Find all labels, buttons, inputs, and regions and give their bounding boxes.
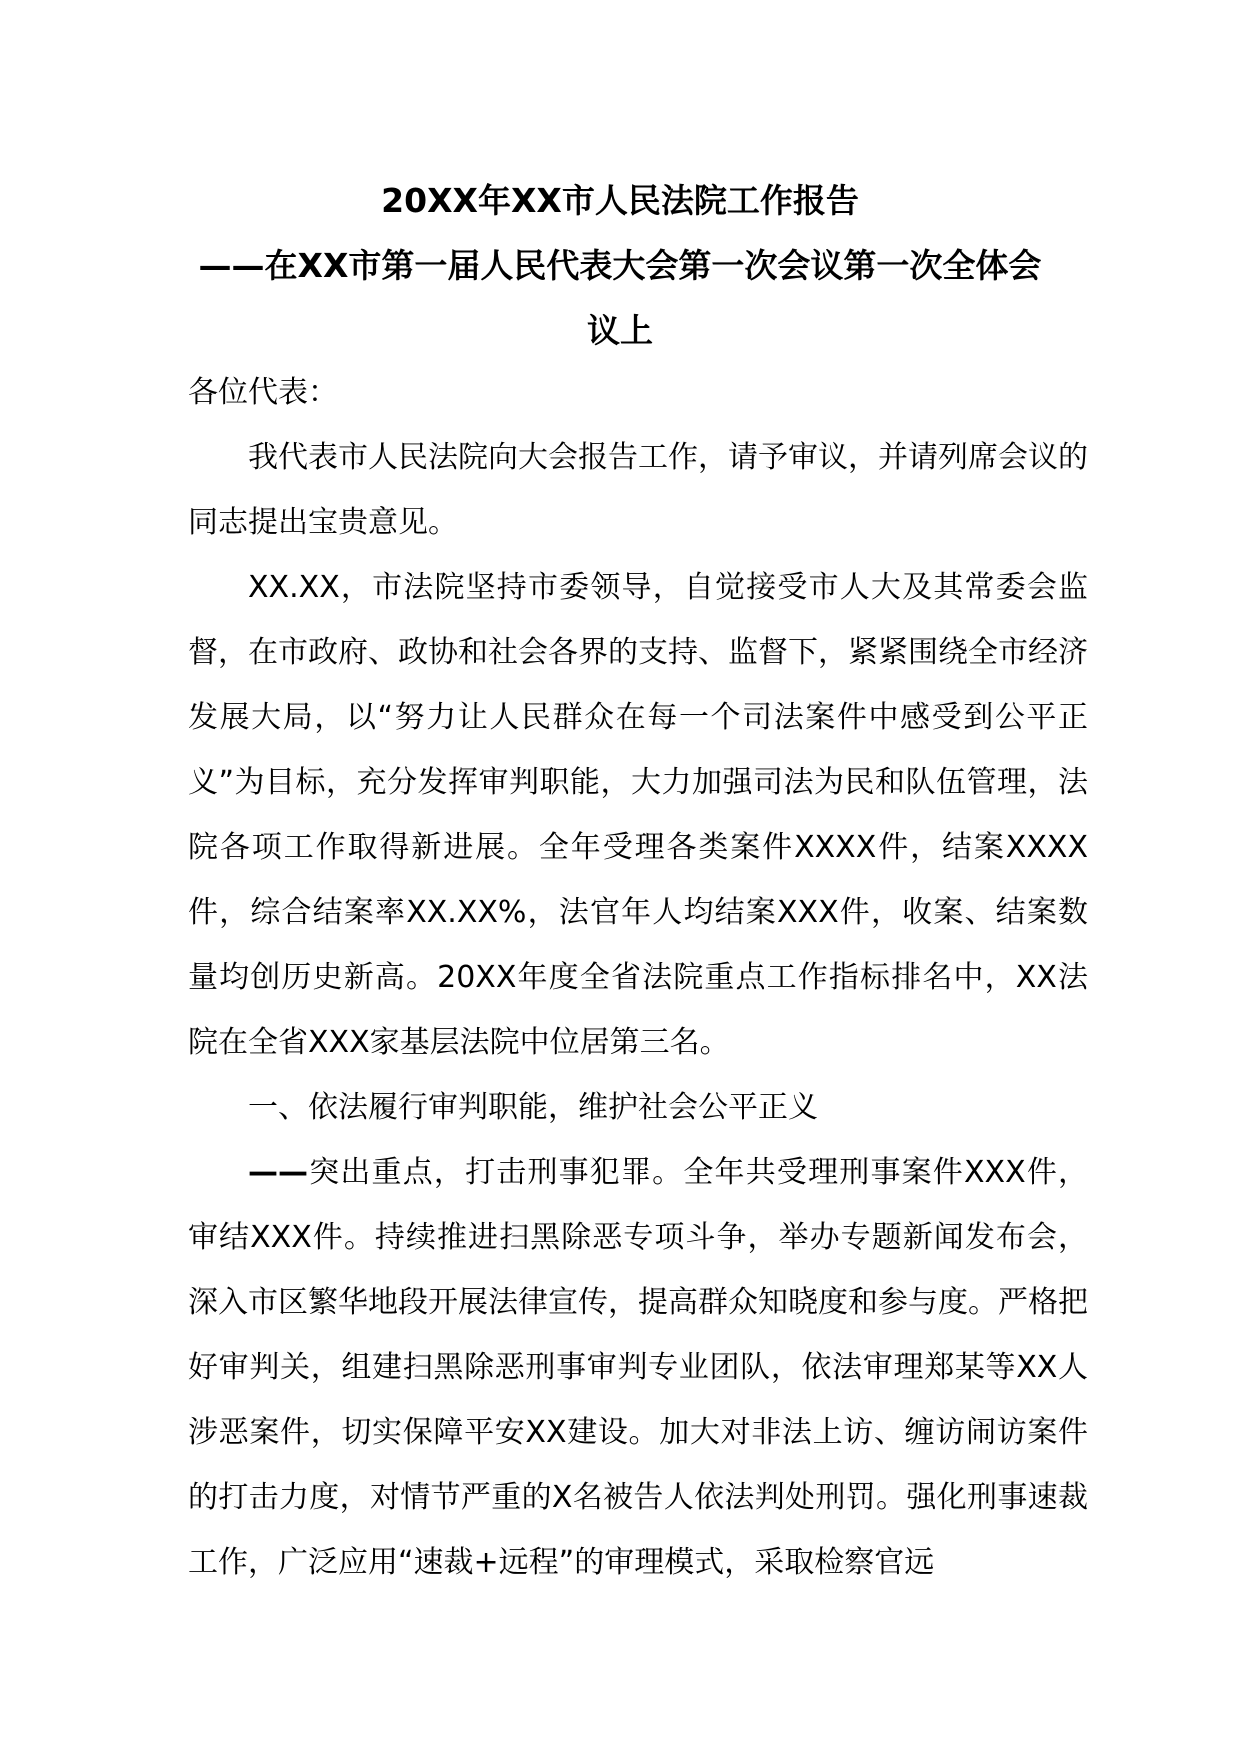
- document-subtitle-line1: ——在XX市第一届人民代表大会第一次会议第一次全体会: [198, 246, 1042, 285]
- document-title: 20XX年XX市人民法院工作报告: [381, 181, 859, 220]
- paragraph-criminal-text: 突出重点，打击刑事犯罪。全年共受理刑事案件XXX件，审结XXX件。持续推进扫黑除恶专项斗争，举办专题新闻发布会，深入市区繁华地段开展法律宣传，提高群众知晓度和参与度。严格把好审判关，组建扫黑除恶刑事审判专业团队，依法审理郑某等XX人涉恶案件，切实保障平安XX建设。加大对非法上访、缠访闹访案件的打击力度，对情节严重的X名被告人依法判处刑罚。强化刑事速裁工作，广泛应用“速裁+远程”的审理模式，采取检察官远: [188, 1155, 1088, 1580]
- document-subtitle-line2: 议上: [587, 311, 653, 350]
- paragraph-intro: 我代表市人民法院向大会报告工作，请予审议，并请列席会议的同志提出宝贵意见。: [188, 440, 1088, 540]
- document-body: [188, 360, 1088, 1595]
- paragraph-criminal: [188, 1140, 1088, 1595]
- title-block: [170, 168, 1070, 363]
- salutation: 各位代表：: [188, 375, 338, 410]
- paragraph-summary: XX.XX，市法院坚持市委领导，自觉接受市人大及其常委会监督，在市政府、政协和社会各界的支持、监督下，紧紧围绕全市经济发展大局，以“努力让人民群众在每一个司法案件中感受到公平正义”为目标，充分发挥审判职能，大力加强司法为民和队伍管理，法院各项工作取得新进展。全年受理各类案件XXXX件，结案XXXX件，综合结案率XX.XX%，法官年人均结案XXX件，收案、结案数量均创历史新高。20XX年度全省法院重点工作指标排名中，XX法院在全省XXX家基层法院中位居第三名。: [188, 570, 1088, 1060]
- section-heading-1: 一、依法履行审判职能，维护社会公平正义: [248, 1090, 818, 1125]
- em-dash-marker: ——: [248, 1155, 308, 1190]
